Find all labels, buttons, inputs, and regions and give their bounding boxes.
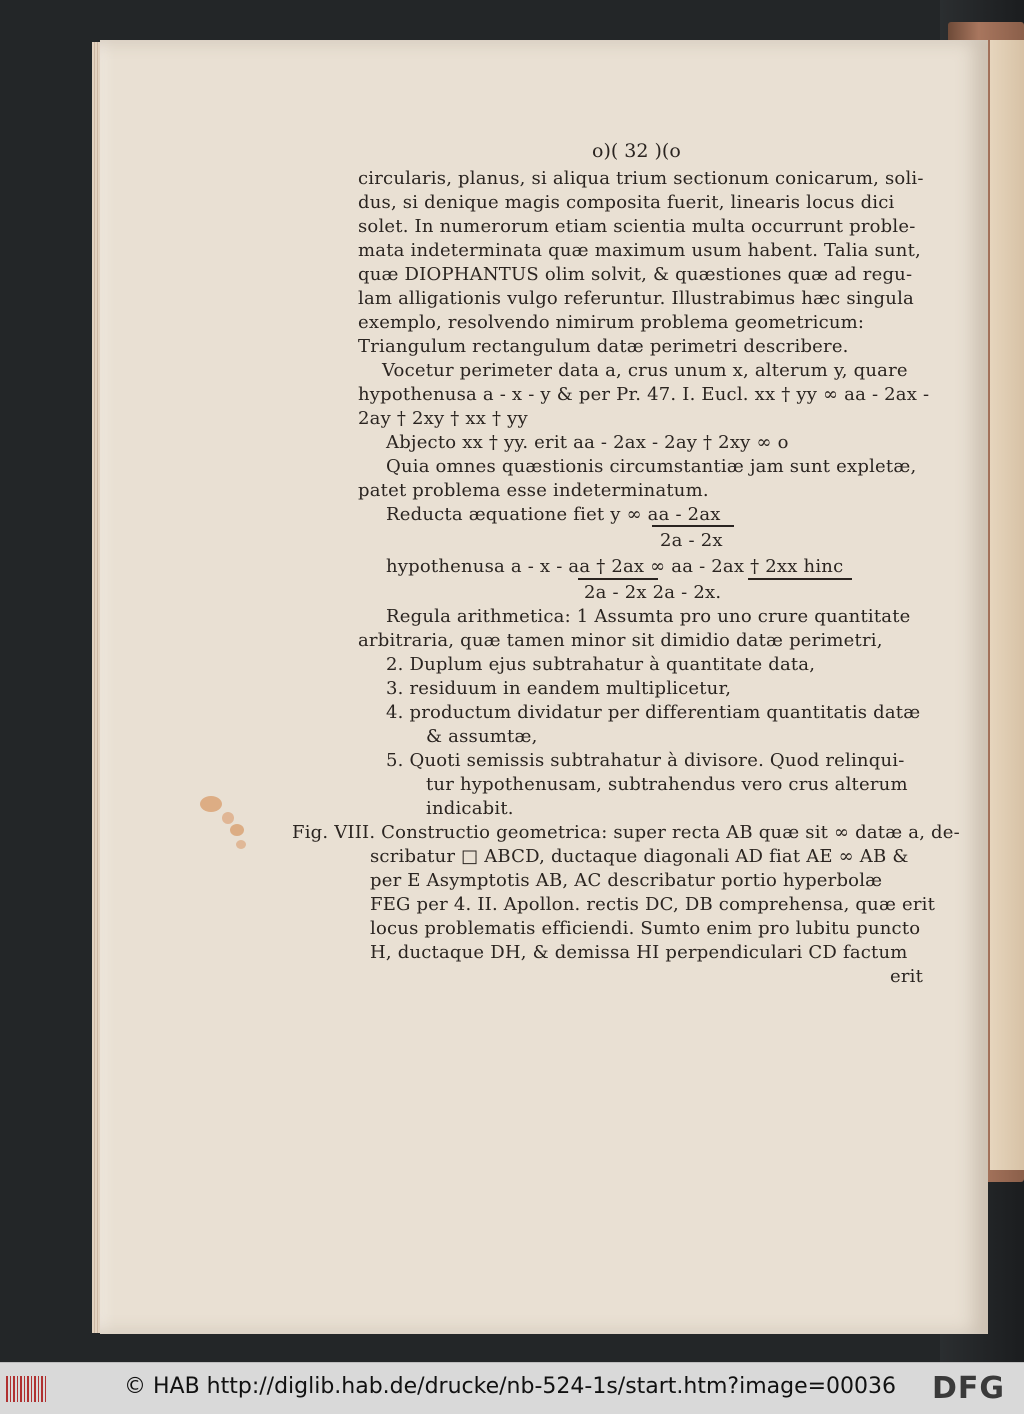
next-page-edge	[990, 40, 1024, 1170]
text-line: hypothenusa a - x - aa † 2ax ∞ aa - 2ax † 2xx hinc	[386, 556, 844, 577]
fraction-bar	[748, 578, 852, 580]
text-line: Regula arithmetica: 1 Assumta pro uno crure quantitate	[386, 606, 911, 627]
text-line: Reducta æquatione fiet y ∞ aa - 2ax	[386, 504, 721, 525]
copyright-link[interactable]: © HAB http://diglib.hab.de/drucke/nb-524-1s/start.htm?image=00036	[124, 1374, 897, 1399]
text-line: dus, si denique magis composita fuerit, linearis locus dici	[358, 192, 895, 213]
text-line-figure-ref: Fig. VIII. Constructio geometrica: super recta AB quæ sit ∞ datæ a, de-	[292, 822, 960, 843]
fraction-denominator: 2a - 2x 2a - 2x.	[584, 582, 722, 603]
list-item: 4. productum dividatur per differentiam quantitatis datæ	[386, 702, 921, 723]
viewer-footer	[0, 1362, 1024, 1414]
text-line: arbitraria, quæ tamen minor sit dimidio datæ perimetri,	[358, 630, 883, 651]
catchword: erit	[890, 966, 924, 987]
stain-spot	[230, 824, 244, 836]
page-folio: o)( 32 )(o	[592, 140, 681, 162]
text-line: hypothenusa a - x - y & per Pr. 47. I. Eucl. xx † yy ∞ aa - 2ax -	[358, 384, 930, 405]
text-line: quæ DIOPHANTUS olim solvit, & quæstiones quæ ad regu-	[358, 264, 913, 285]
text-line: Vocetur perimeter data a, crus unum x, alterum y, quare	[382, 360, 908, 381]
text-line: per E Asymptotis AB, AC describatur portio hyperbolæ	[370, 870, 883, 891]
list-item: 3. residuum in eandem multiplicetur,	[386, 678, 732, 699]
text-line: circularis, planus, si aliqua trium sectionum conicarum, soli-	[358, 168, 924, 189]
fraction-denominator: 2a - 2x	[660, 530, 723, 551]
list-item-continuation: indicabit.	[426, 798, 514, 819]
list-item: 5. Quoti semissis subtrahatur à divisore. Quod relinqui-	[386, 750, 905, 771]
text-line: mata indeterminata quæ maximum usum habent. Talia sunt,	[358, 240, 921, 261]
fraction-bar	[578, 578, 658, 580]
text-line: patet problema esse indeterminatum.	[358, 480, 709, 501]
text-line: FEG per 4. II. Apollon. rectis DC, DB comprehensa, quæ erit	[370, 894, 936, 915]
text-line: Quia omnes quæstionis circumstantiæ jam sunt expletæ,	[386, 456, 917, 477]
text-line: exemplo, resolvendo nimirum problema geometricum:	[358, 312, 865, 333]
list-item-continuation: & assumtæ,	[426, 726, 538, 747]
barcode-icon	[6, 1376, 46, 1402]
fraction-bar	[652, 525, 734, 527]
text-line: Abjecto xx † yy. erit aa - 2ax - 2ay † 2xy ∞ o	[386, 432, 789, 453]
text-line: solet. In numerorum etiam scientia multa occurrunt proble-	[358, 216, 916, 237]
text-line: scribatur □ ABCD, ductaque diagonali AD fiat AE ∞ AB &	[370, 846, 909, 867]
dfg-logo: DFG	[932, 1371, 1006, 1406]
text-line: H, ductaque DH, & demissa HI perpendiculari CD factum	[370, 942, 908, 963]
text-line: Triangulum rectangulum datæ perimetri describere.	[358, 336, 849, 357]
list-item-continuation: tur hypothenusam, subtrahendus vero crus alterum	[426, 774, 908, 795]
text-line: lam alligationis vulgo referuntur. Illustrabimus hæc singula	[358, 288, 914, 309]
text-line: locus problematis efficiendi. Sumto enim pro lubitu puncto	[370, 918, 921, 939]
list-item: 2. Duplum ejus subtrahatur à quantitate data,	[386, 654, 816, 675]
stain-spot	[222, 812, 234, 824]
stain-spot	[236, 840, 246, 849]
stain-spot	[200, 796, 222, 812]
text-line: 2ay † 2xy † xx † yy	[358, 408, 528, 429]
